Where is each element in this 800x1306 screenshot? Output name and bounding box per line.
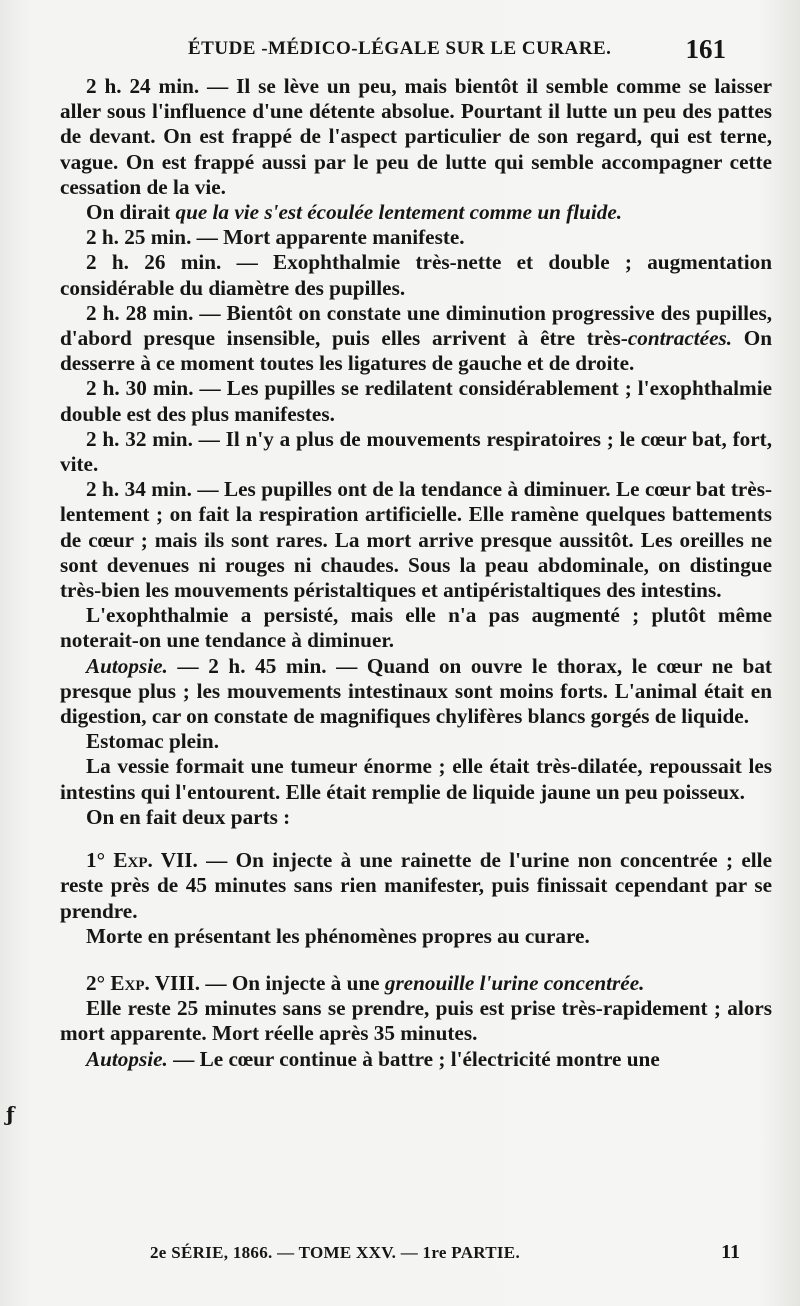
paragraph-2h30: 2 h. 30 min. — Les pupilles se redilatent considérablement ; l'exophthalmie double est des plus manifestes. — [60, 376, 772, 426]
paragraph-autopsie-2: Autopsie. — Le cœur continue à battre ; l'électricité montre une — [86, 1046, 660, 1071]
paragraph-elle-reste: Elle reste 25 minutes sans se prendre, puis est prise très-rapidement ; alors mort apparente. Mort réelle après 35 minutes. — [60, 996, 772, 1046]
paragraph-2h26: 2 h. 26 min. — Exophthalmie très-nette et double ; augmentation considérable du diamètre des pupilles. — [60, 250, 772, 300]
paragraph-2h24: 2 h. 24 min. — Il se lève un peu, mais bientôt il semble comme se laisser aller sous l'influence d'une détente absolue. Pourtant il lutte un peu des pattes de devant. On est frappé de l'aspect particulier de son regard, qui est terne, vague. On est frappé aussi par le peu de lutte qui semble accompagner cette cessation de la vie. — [60, 74, 772, 199]
footer-signature: 2e SÉRIE, 1866. — TOME XXV. — 1re PARTIE. — [150, 1243, 520, 1262]
paragraph-on-dirait: On dirait que la vie s'est écoulée lentement comme un fluide. — [86, 200, 623, 225]
paragraph-exp-viii: 2° Exp. VIII. — On injecte à une grenouille l'urine concentrée. — [86, 970, 645, 995]
paragraph-exp-vii: 1° Exp. VII. — On injecte à une rainette de l'urine non concentrée ; elle reste près de 45 minutes sans rien manifester, puis finissait cependant par se prendre. — [60, 848, 772, 923]
margin-mark: ƒ — [6, 1102, 15, 1126]
paragraph-deux-parts: On en fait deux parts : — [86, 804, 291, 829]
page-number: 161 — [685, 34, 726, 64]
page-header — [60, 34, 730, 66]
paragraph-estomac: Estomac plein. — [86, 729, 220, 754]
section-gap — [60, 830, 772, 848]
running-title: ÉTUDE -MÉDICO-LÉGALE SUR LE CURARE. — [188, 38, 612, 59]
sheet-number: 11 — [721, 1241, 740, 1263]
paragraph-2h32: 2 h. 32 min. — Il n'y a plus de mouvements respiratoires ; le cœur bat, fort, vite. — [60, 426, 772, 477]
section-gap — [60, 949, 772, 971]
paragraph-morte: Morte en présentant les phénomènes propres au curare. — [86, 923, 590, 948]
paragraph-autopsie-1: Autopsie. — 2 h. 45 min. — Quand on ouvre le thorax, le cœur ne bat presque plus ; les mouvements intestinaux sont moins forts. L'animal était en digestion, car on constate de magnifiques chylifères blancs gorgés de liquide. — [60, 653, 772, 729]
paragraph-exophthalmie: L'exophthalmie a persisté, mais elle n'a pas augmenté ; plutôt même noterait-on une tendance à diminuer. — [60, 603, 772, 653]
paragraph-2h28: 2 h. 28 min. — Bientôt on constate une diminution progressive des pupilles, d'abord presque insensible, puis elles arrivent à être très-contractées. On desserre à ce moment toutes les ligatures de gauche et de droite. — [60, 300, 773, 376]
body-text — [60, 74, 772, 1072]
paragraph-vessie: La vessie formait une tumeur énorme ; elle était très-dilatée, repoussait les intestins qui l'entourent. Elle était remplie de liquide jaune un peu poisseux. — [60, 754, 772, 804]
page-footer — [150, 1243, 740, 1269]
paragraph-2h25: 2 h. 25 min. — Mort apparente manifeste. — [86, 225, 465, 250]
paragraph-2h34: 2 h. 34 min. — Les pupilles ont de la tendance à diminuer. Le cœur bat très-lentement ; on fait la respiration artificielle. Elle ramène quelques battements de cœur ; mais ils sont rares. La mort arrive presque aussitôt. Les oreilles ne sont devenues ni rouges ni chaudes. Sous la peau abdominale, on distingue très-bien les mouvements péristaltiques et antipéristaltiques des intestins. — [60, 477, 772, 603]
